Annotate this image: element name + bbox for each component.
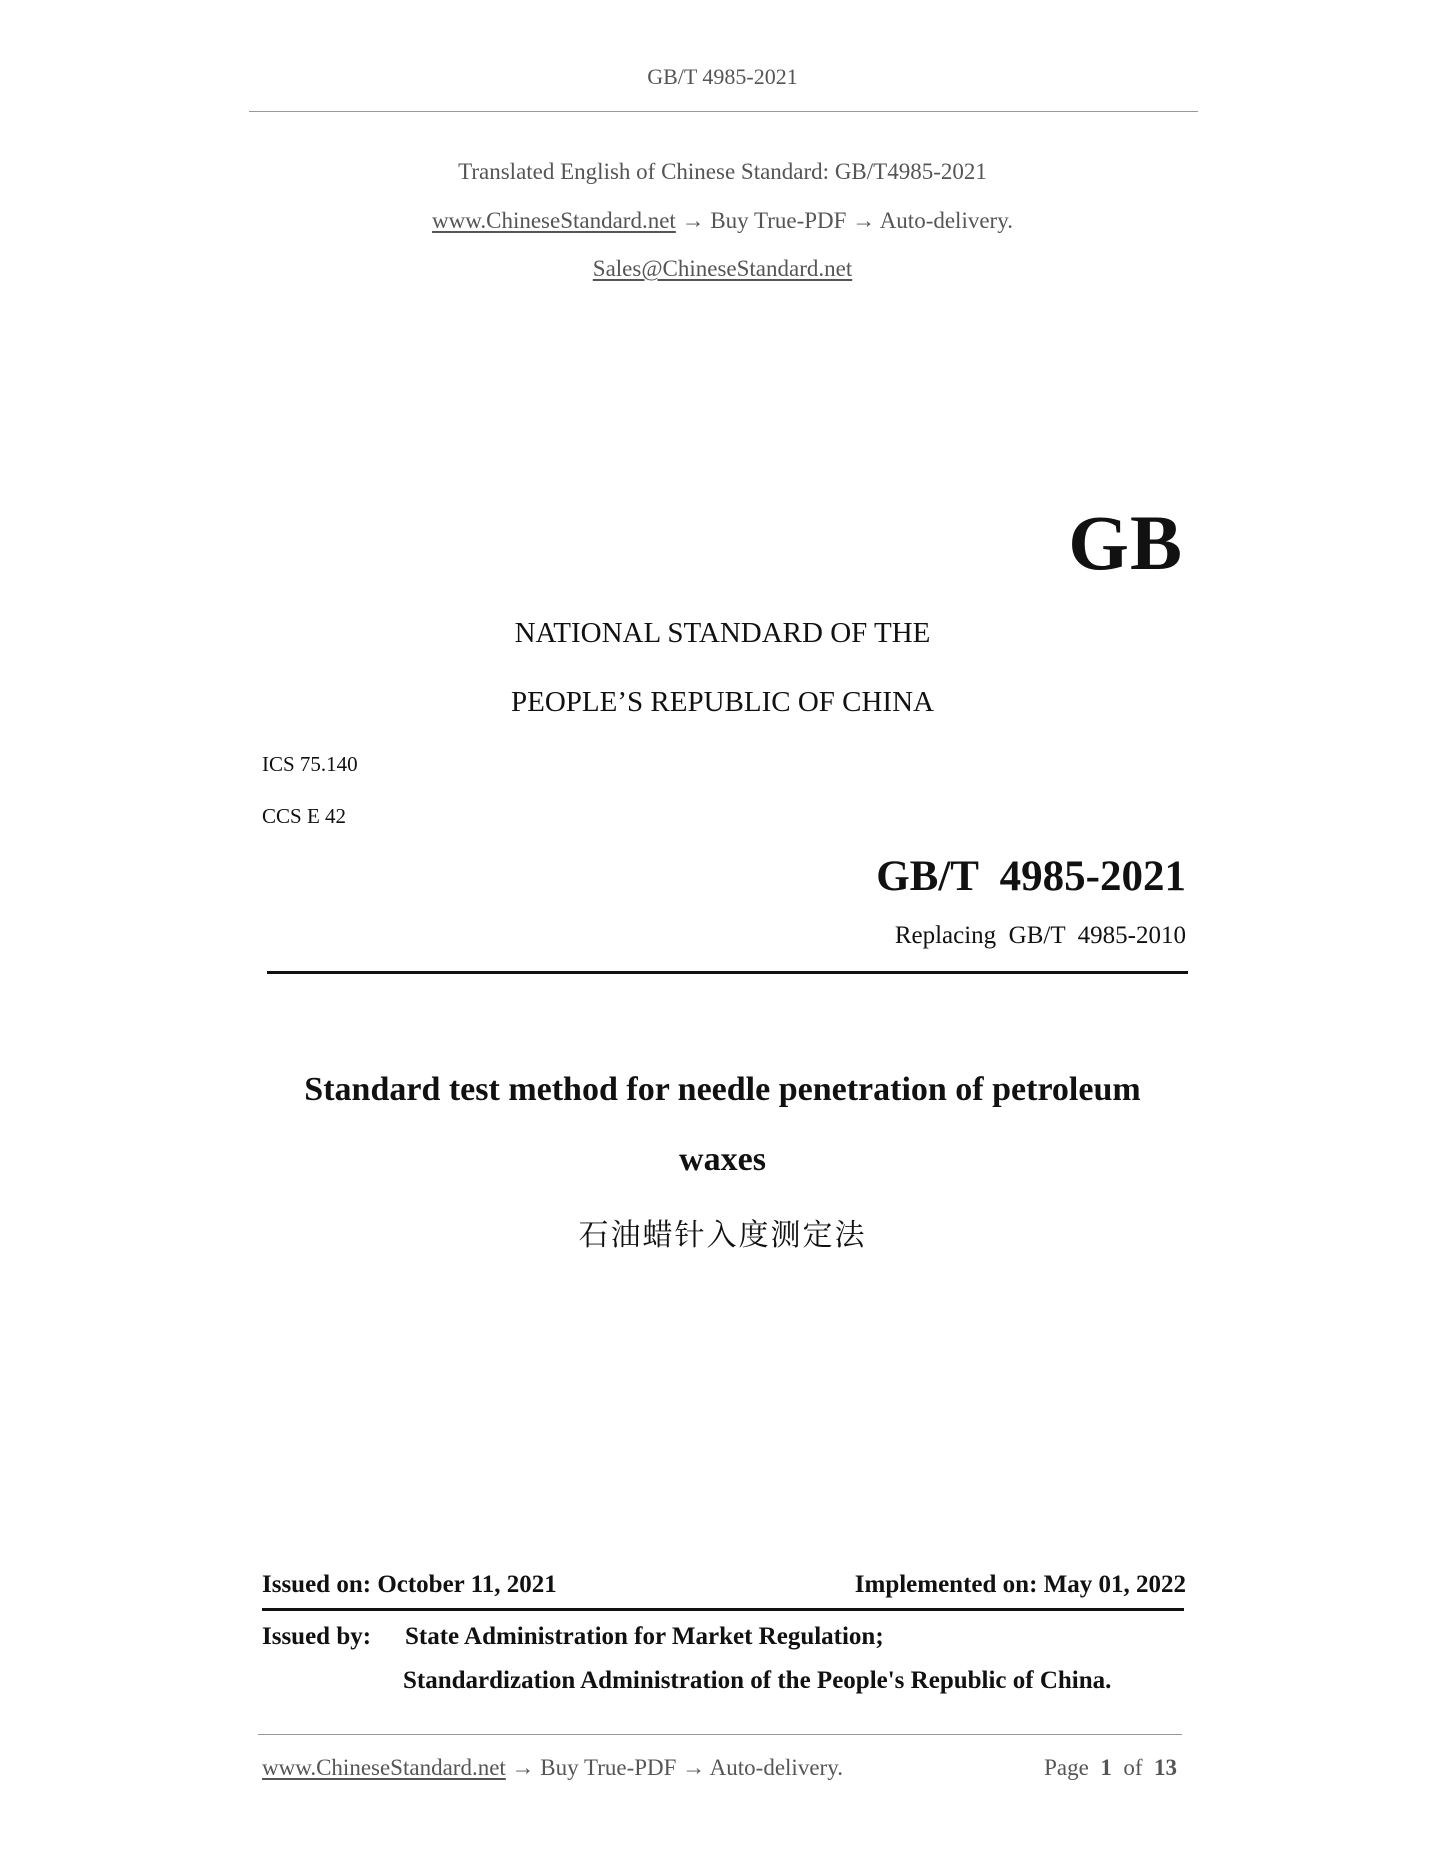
of-label: of	[1123, 1755, 1143, 1780]
ics-code: ICS 75.140	[262, 752, 358, 776]
national-standard-line2: PEOPLE’S REPUBLIC OF CHINA	[511, 686, 934, 718]
auto-delivery-text: Auto-delivery.	[879, 208, 1013, 233]
standard-divider	[267, 971, 1188, 974]
footer-site-link[interactable]: www.ChineseStandard.net	[262, 1755, 506, 1780]
ccs-code: CCS E 42	[262, 804, 347, 828]
page-indicator	[1044, 1755, 1177, 1781]
document-title-line1: Standard test method for needle penetration of petroleum	[304, 1071, 1141, 1108]
page-label: Page	[1044, 1755, 1089, 1780]
footer-links	[262, 1755, 843, 1781]
footer-buy-true-pdf-text: Buy True-PDF	[540, 1755, 677, 1780]
total-pages: 13	[1154, 1755, 1177, 1780]
dates-divider	[262, 1608, 1184, 1611]
footer-rule	[258, 1734, 1182, 1735]
banner-line1: Translated English of Chinese Standard: GB/T4985-2021	[458, 159, 987, 184]
email-link[interactable]: Sales@ChineseStandard.net	[592, 256, 853, 281]
page-number: 1	[1100, 1755, 1112, 1780]
banner-line2	[0, 208, 1445, 234]
replacing-note: Replacing GB/T 4985-2010	[894, 922, 1186, 949]
site-link[interactable]: www.ChineseStandard.net	[432, 208, 676, 233]
buy-true-pdf-text: Buy True-PDF	[710, 208, 847, 233]
arrow-right-icon: →	[681, 208, 705, 233]
chinese-title: 石油蜡针入度测定法	[578, 1218, 867, 1253]
national-standard-line1: NATIONAL STANDARD OF THE	[514, 617, 931, 649]
issuer-line2: Standardization Administration of the People's Republic of China.	[403, 1667, 1112, 1694]
running-header	[0, 64, 1445, 90]
issuer-line1: State Administration for Market Regulation;	[405, 1623, 884, 1650]
document-title-line2: waxes	[679, 1141, 766, 1178]
header-rule	[249, 111, 1198, 112]
footer-auto-delivery-text: Auto-delivery.	[709, 1755, 843, 1780]
implemented-on: Implemented on: May 01, 2022	[854, 1571, 1186, 1598]
gb-logo: GB	[1068, 499, 1183, 586]
arrow-right-icon: →	[511, 1755, 535, 1780]
standard-number: GB/T 4985-2021	[876, 853, 1186, 900]
running-title: GB/T 4985-2021	[647, 64, 798, 89]
issued-on: Issued on: October 11, 2021	[262, 1571, 557, 1598]
issued-by-label: Issued by:	[262, 1623, 372, 1650]
arrow-right-icon: →	[682, 1755, 706, 1780]
arrow-right-icon: →	[852, 208, 876, 233]
banner-line3	[0, 256, 1445, 282]
